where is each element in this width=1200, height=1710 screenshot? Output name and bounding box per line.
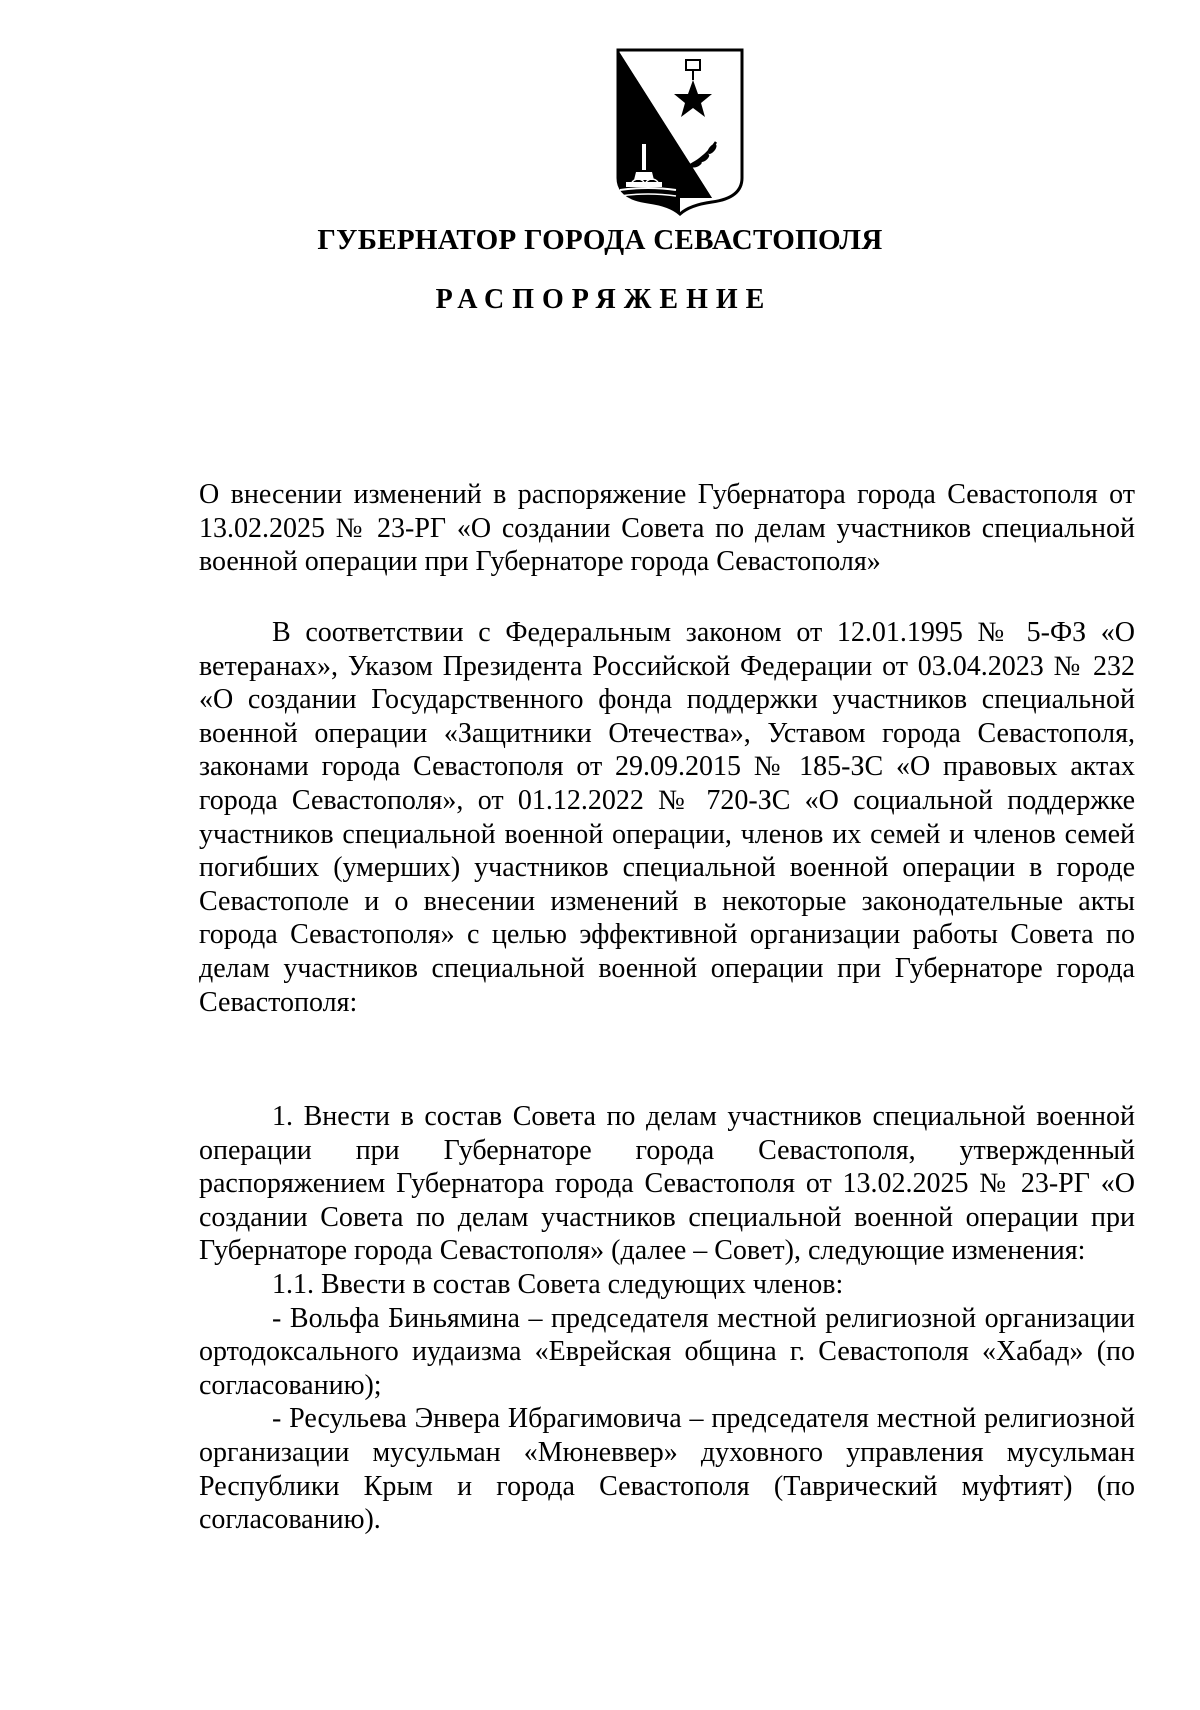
issuer-title: ГУБЕРНАТОР ГОРОДА СЕВАСТОПОЛЯ [317, 224, 883, 256]
preamble [199, 616, 1135, 1019]
document-type: РАСПОРЯЖЕНИЕ [435, 284, 773, 315]
clause-list [199, 1100, 1135, 1537]
member-item-2: - Ресульева Энвера Ибрагимовича – председателя местной религиозной организации мусульман «Мюневвер» духовного управления мусульман Республики Крым и города Севастополя (Таврический муфтият) (по согласованию). [199, 1403, 1135, 1536]
sevastopol-coat-of-arms-icon [612, 48, 748, 216]
clause-1-1: 1.1. Ввести в состав Совета следующих членов: [272, 1268, 844, 1300]
preamble-text: В соответствии с Федеральным законом от 12.01.1995 № 5-ФЗ «О ветеранах», Указом Президента Российской Федерации от 03.04.2023 № 232 «О создании Государственного фонда поддержки участников специальной военной операции «Защитники Отечества», Уставом города Севастополя, законами города Севастополя от 29.09.2015 № 185-ЗС «О правовых актах города Севастополя», от 01.12.2022 № 720-ЗС «О социальной поддержке участников специальной военной операции, членов их семей и членов семей погибших (умерших) участников специальной военной операции в городе Севастополе и о внесении изменений в некоторые законодательные акты города Севастополя» с целью эффективной организации работы Совета по делам участников специальной военной операции при Губернаторе города Севастополя: [199, 617, 1135, 1018]
clause-1: 1. Внести в состав Совета по делам участников специальной военной операции при Губернаторе города Севастополя, утвержденный распоряжением Губернатора города Севастополя от 13.02.2025 № 23-РГ «О создании Совета по делам участников специальной военной операции при Губернаторе города Севастополя» (далее – Совет), следующие изменения: [199, 1101, 1135, 1267]
member-item-1: - Вольфа Биньямина – председателя местной религиозной организации ортодоксального иудаизма «Еврейская община г. Севастополя «Хабад» (по согласованию); [199, 1302, 1135, 1401]
document-subject: О внесении изменений в распоряжение Губернатора города Севастополя от 13.02.2025 № 23-РГ «О создании Совета по делам участников специальной военной операции при Губернаторе города Севастополя» [199, 479, 1135, 578]
